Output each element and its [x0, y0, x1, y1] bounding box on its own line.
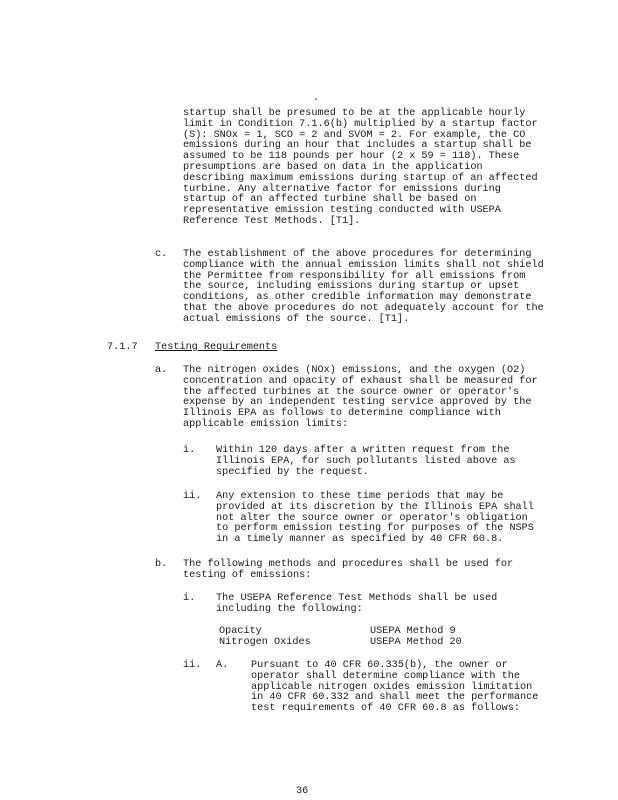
- text-line: applicable nitrogen oxides emission limitation: [251, 681, 533, 693]
- text-line: conditions, as other credible information may demonstrate: [183, 292, 532, 304]
- text-line: compliance with the annual emission limits shall not shield: [183, 259, 544, 271]
- text-line: representative emission testing conducted with USEPA: [183, 205, 501, 217]
- text-line: Reference Test Methods. [T1].: [183, 215, 361, 227]
- text-line: applicable emission limits:: [183, 418, 349, 430]
- text-line: (S): SNOx = 1, SCO = 2 and SVOM = 2. For example, the CO: [183, 129, 526, 141]
- text-line: in a timely manner as specified by 40 CFR 60.8.: [216, 534, 504, 546]
- item-b-ii-A-text: [251, 661, 538, 715]
- text-line: testing of emissions:: [183, 569, 312, 581]
- text-line: the Permittee from responsibility for all emissions from: [183, 270, 526, 282]
- text-line: that the above procedures do not adequately account for the: [183, 302, 544, 314]
- startup-paragraph: [183, 109, 538, 228]
- text-line: startup shall be presumed to be at the applicable hourly: [183, 108, 526, 119]
- text-line: expense by an independent testing service approved by the: [183, 397, 532, 409]
- text-line: limit in Condition 7.1.6(b) multiplied by a startup factor: [183, 118, 538, 130]
- item-a-ii-text: [216, 492, 534, 546]
- method-name: USEPA Method 20: [370, 637, 462, 648]
- text-line: startup of an affected turbine shall be based on: [183, 194, 477, 206]
- text-line: assumed to be 118 pounds per hour (2 x 59 = 118). These: [183, 151, 520, 163]
- section-title: Testing Requirements: [155, 342, 278, 353]
- text-line: Any extension to these time periods that may be: [216, 491, 504, 502]
- method-pollutant: Nitrogen Oxides: [219, 637, 311, 648]
- item-c-text: [183, 250, 544, 326]
- item-b-ii-A-label: A.: [216, 660, 229, 671]
- item-a-i-text: [216, 446, 516, 478]
- text-line: in 40 CFR 60.332 and shall meet the performance: [251, 692, 539, 704]
- item-b-ii-label: ii.: [183, 660, 202, 671]
- text-line: concentration and opacity of exhaust shall be measured for: [183, 375, 538, 387]
- text-line: specified by the request.: [216, 466, 369, 478]
- top-mark: .: [313, 93, 320, 104]
- text-line: The establishment of the above procedures for determining: [183, 249, 532, 260]
- item-a-i-label: i.: [183, 445, 196, 456]
- text-line: describing maximum emissions during startup of an affected: [183, 172, 538, 184]
- text-line: Illinois EPA as follows to determine compliance with: [183, 408, 501, 420]
- item-a-ii-label: ii.: [183, 491, 202, 502]
- text-line: The following methods and procedures shall be used for: [183, 559, 514, 570]
- item-c-label: c.: [155, 249, 168, 260]
- section-number: 7.1.7: [107, 342, 138, 353]
- text-line: Within 120 days after a written request from the: [216, 445, 510, 456]
- text-line: not alter the source owner or operator's obligation: [216, 512, 528, 524]
- item-b-i-text: [216, 594, 497, 616]
- text-line: to perform emission testing for purposes of the NSPS: [216, 523, 534, 535]
- text-line: The USEPA Reference Test Methods shall be used: [216, 593, 498, 604]
- text-line: test requirements of 40 CFR 60.8 as follows:: [251, 703, 520, 715]
- item-b-text: [183, 560, 513, 582]
- text-line: the source, including emissions during startup or upset: [183, 281, 520, 293]
- method-name: USEPA Method 9: [370, 626, 456, 637]
- method-pollutant: Opacity: [219, 626, 262, 637]
- item-a-text: [183, 366, 538, 431]
- text-line: Pursuant to 40 CFR 60.335(b), the owner or: [251, 660, 508, 671]
- text-line: The nitrogen oxides (NOx) emissions, and the oxygen (O2): [183, 365, 526, 376]
- item-b-i-label: i.: [183, 593, 196, 604]
- text-line: the affected turbines at the source owner or operator's: [183, 386, 520, 398]
- text-line: Illinois EPA, for such pollutants listed above as: [216, 455, 516, 467]
- text-line: operator shall determine compliance with the: [251, 670, 520, 682]
- page-number: 36: [296, 786, 309, 798]
- text-line: presumptions are based on data in the application: [183, 161, 483, 173]
- text-line: emissions during an hour that includes a startup shall be: [183, 140, 532, 152]
- item-b-label: b.: [155, 559, 168, 570]
- text-line: actual emissions of the source. [T1].: [183, 313, 410, 325]
- text-line: turbine. Any alternative factor for emissions during: [183, 183, 501, 195]
- text-line: including the following:: [216, 603, 363, 615]
- text-line: provided at its discretion by the Illinois EPA shall: [216, 501, 534, 513]
- item-a-label: a.: [155, 365, 168, 376]
